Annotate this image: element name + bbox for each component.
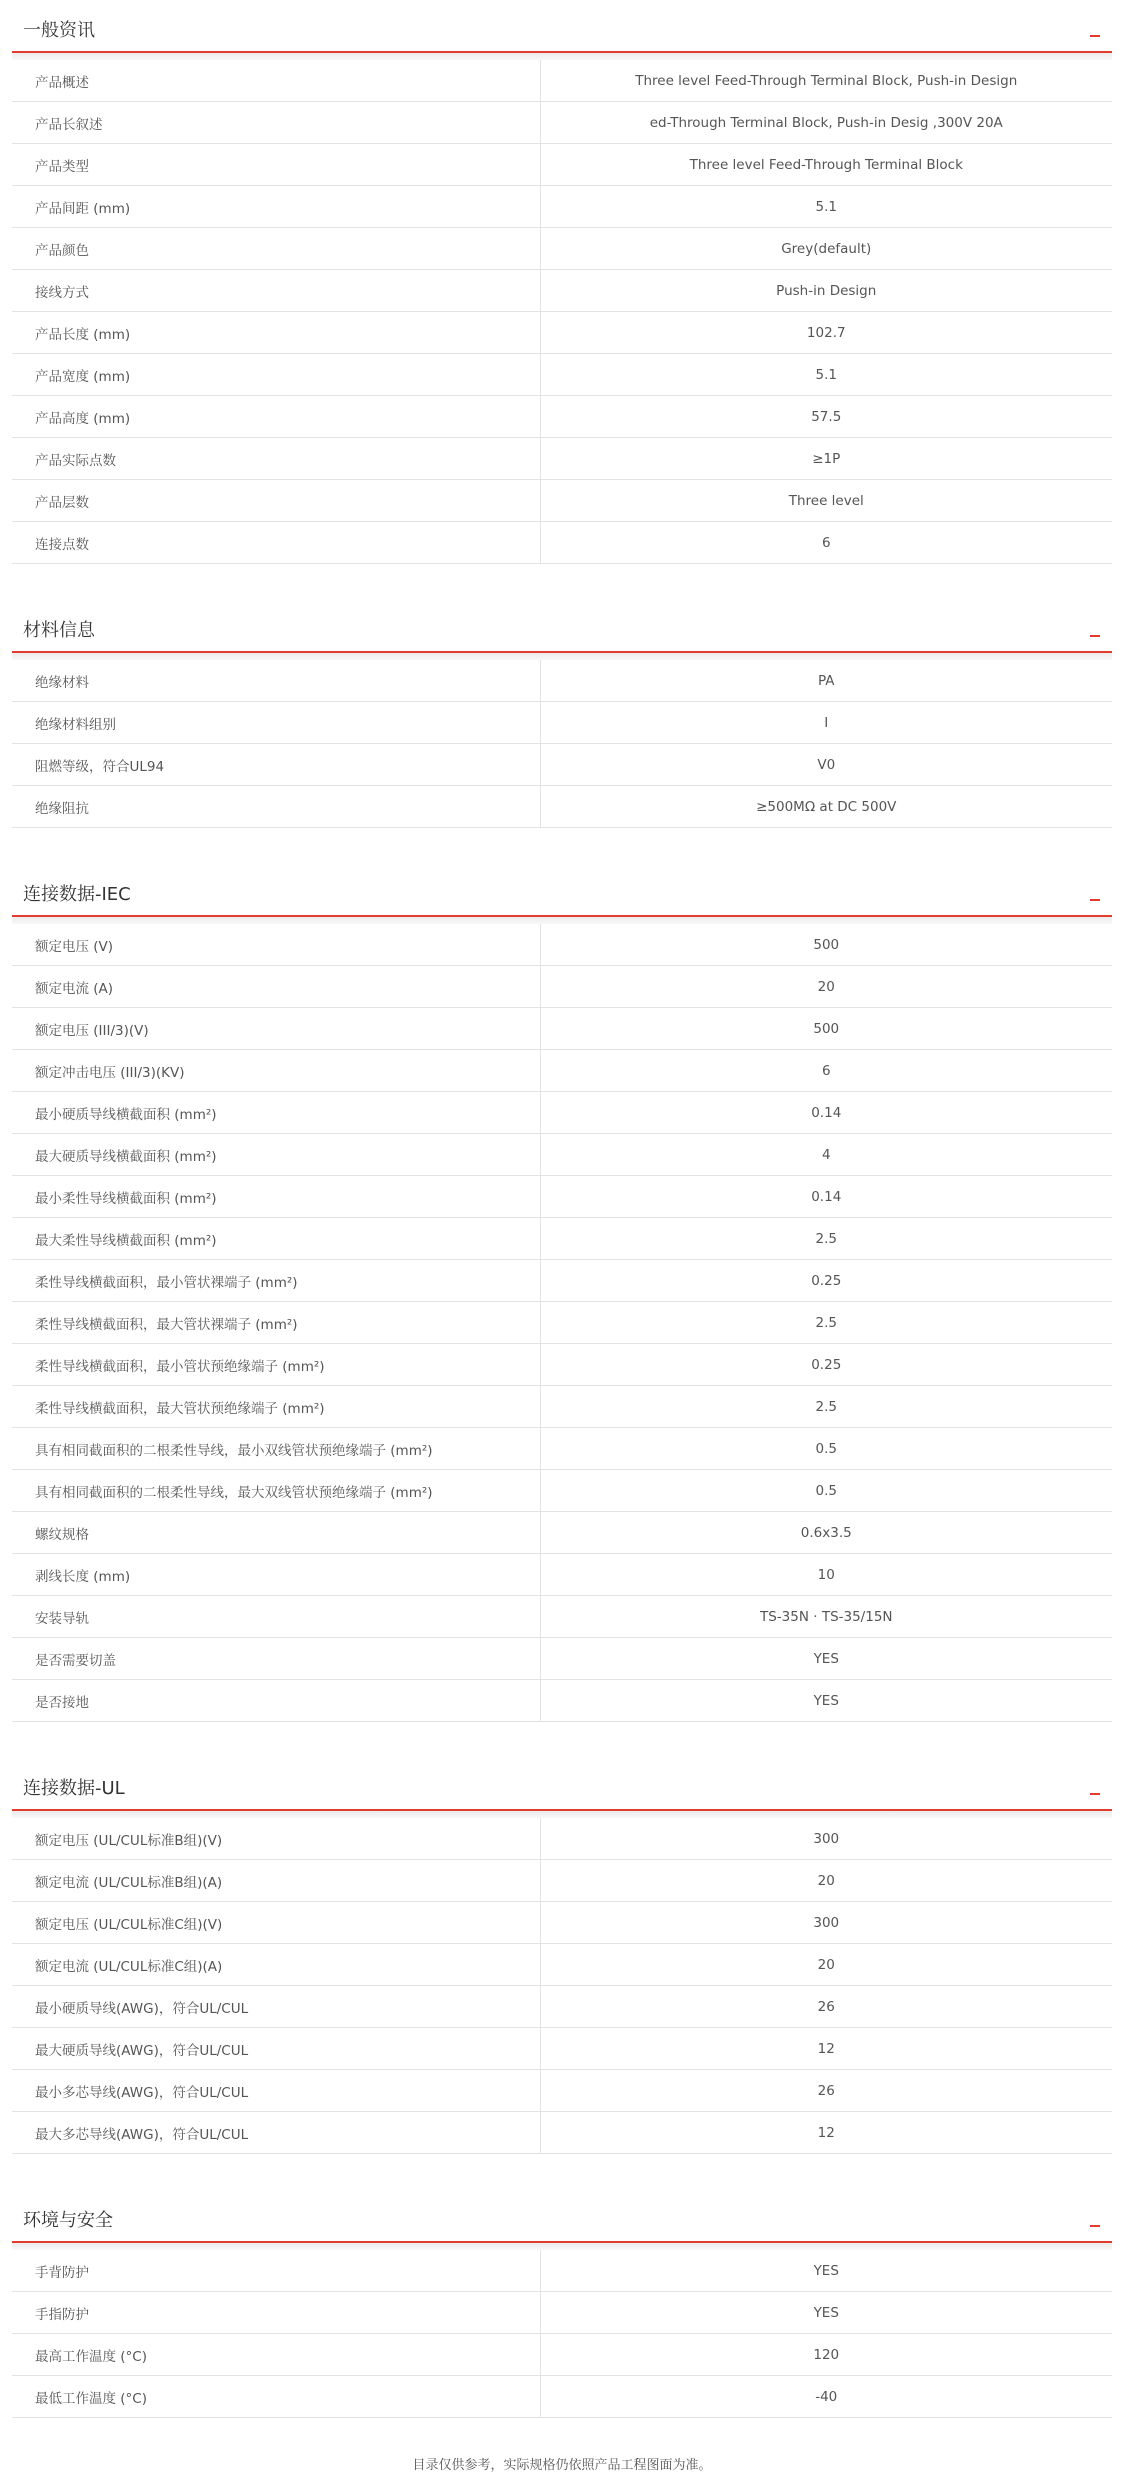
spec-value: I bbox=[540, 702, 1112, 744]
table-row bbox=[12, 2292, 1112, 2334]
spec-label: 阻燃等级，符合UL94 bbox=[12, 744, 540, 786]
table-row bbox=[12, 1386, 1112, 1428]
spec-sections bbox=[12, 0, 1112, 2418]
section-title: 一般资讯 bbox=[23, 20, 95, 41]
spec-value: 12 bbox=[540, 2028, 1112, 2070]
spec-value: 20 bbox=[540, 966, 1112, 1008]
spec-section bbox=[12, 600, 1112, 828]
spec-value: 0.6x3.5 bbox=[540, 1512, 1112, 1554]
table-row bbox=[12, 312, 1112, 354]
table-row bbox=[12, 522, 1112, 564]
spec-label: 是否需要切盖 bbox=[12, 1638, 540, 1680]
spec-label: 柔性导线横截面积，最大管状预绝缘端子 (mm²) bbox=[12, 1386, 540, 1428]
table-row bbox=[12, 1050, 1112, 1092]
spec-value: 300 bbox=[540, 1818, 1112, 1860]
spec-value: V0 bbox=[540, 744, 1112, 786]
spec-label: 最低工作温度 (°C) bbox=[12, 2376, 540, 2418]
spec-value: 120 bbox=[540, 2334, 1112, 2376]
spec-value: 300 bbox=[540, 1902, 1112, 1944]
spec-label: 额定电压 (III/3)(V) bbox=[12, 1008, 540, 1050]
spec-label: 安装导轨 bbox=[12, 1596, 540, 1638]
table-row bbox=[12, 1680, 1112, 1722]
table-row bbox=[12, 1176, 1112, 1218]
spec-table bbox=[12, 60, 1112, 564]
table-row bbox=[12, 2376, 1112, 2418]
footer-note: 目录仅供参考，实际规格仍依照产品工程图面为准。 bbox=[412, 2458, 712, 2473]
spec-value: 20 bbox=[540, 1860, 1112, 1902]
spec-label: 柔性导线横截面积，最小管状裸端子 (mm²) bbox=[12, 1260, 540, 1302]
table-row bbox=[12, 1470, 1112, 1512]
spec-label: 产品实际点数 bbox=[12, 438, 540, 480]
table-row bbox=[12, 744, 1112, 786]
spec-value: 102.7 bbox=[540, 312, 1112, 354]
collapse-minus-icon[interactable] bbox=[1090, 26, 1100, 37]
spec-label: 最小硬质导线(AWG)，符合UL/CUL bbox=[12, 1986, 540, 2028]
table-row bbox=[12, 438, 1112, 480]
table-row bbox=[12, 102, 1112, 144]
spec-label: 产品宽度 (mm) bbox=[12, 354, 540, 396]
table-row bbox=[12, 186, 1112, 228]
collapse-minus-icon[interactable] bbox=[1090, 1784, 1100, 1795]
spec-label: 额定电流 (UL/CUL标准C组)(A) bbox=[12, 1944, 540, 1986]
spec-label: 额定电压 (UL/CUL标准C组)(V) bbox=[12, 1902, 540, 1944]
table-row bbox=[12, 1092, 1112, 1134]
spec-value: 5.1 bbox=[540, 186, 1112, 228]
spec-value: 0.5 bbox=[540, 1428, 1112, 1470]
spec-value: 26 bbox=[540, 2070, 1112, 2112]
table-row bbox=[12, 1944, 1112, 1986]
spec-value: YES bbox=[540, 2250, 1112, 2292]
table-row bbox=[12, 396, 1112, 438]
table-row bbox=[12, 2112, 1112, 2154]
spec-value: 0.14 bbox=[540, 1092, 1112, 1134]
spec-label: 具有相同截面积的二根柔性导线，最大双线管状预绝缘端子 (mm²) bbox=[12, 1470, 540, 1512]
spec-value: 57.5 bbox=[540, 396, 1112, 438]
spec-label: 螺纹规格 bbox=[12, 1512, 540, 1554]
spec-section bbox=[12, 2190, 1112, 2418]
spec-label: 具有相同截面积的二根柔性导线，最小双线管状预绝缘端子 (mm²) bbox=[12, 1428, 540, 1470]
spec-label: 额定电压 (UL/CUL标准B组)(V) bbox=[12, 1818, 540, 1860]
section-header[interactable] bbox=[12, 2190, 1112, 2243]
header-shade bbox=[12, 2243, 1112, 2250]
spec-label: 最大柔性导线横截面积 (mm²) bbox=[12, 1218, 540, 1260]
spec-value: TS-35N · TS-35/15N bbox=[540, 1596, 1112, 1638]
spec-section bbox=[12, 0, 1112, 564]
table-row bbox=[12, 924, 1112, 966]
table-row bbox=[12, 144, 1112, 186]
table-row bbox=[12, 1428, 1112, 1470]
spec-value: -40 bbox=[540, 2376, 1112, 2418]
header-shade bbox=[12, 653, 1112, 660]
spec-table bbox=[12, 660, 1112, 828]
table-row bbox=[12, 1008, 1112, 1050]
spec-label: 手指防护 bbox=[12, 2292, 540, 2334]
spec-value: 6 bbox=[540, 522, 1112, 564]
spec-label: 额定电流 (UL/CUL标准B组)(A) bbox=[12, 1860, 540, 1902]
header-shade bbox=[12, 917, 1112, 924]
collapse-minus-icon[interactable] bbox=[1090, 2216, 1100, 2227]
section-title: 连接数据-UL bbox=[23, 1778, 125, 1799]
header-shade bbox=[12, 1811, 1112, 1818]
spec-value: 0.5 bbox=[540, 1470, 1112, 1512]
table-row bbox=[12, 966, 1112, 1008]
spec-label: 最小多芯导线(AWG)，符合UL/CUL bbox=[12, 2070, 540, 2112]
spec-table bbox=[12, 2250, 1112, 2418]
spec-value: 0.25 bbox=[540, 1260, 1112, 1302]
spec-label: 额定电流 (A) bbox=[12, 966, 540, 1008]
section-header[interactable] bbox=[12, 600, 1112, 653]
spec-value: Push-in Design bbox=[540, 270, 1112, 312]
spec-label: 柔性导线横截面积，最大管状裸端子 (mm²) bbox=[12, 1302, 540, 1344]
spec-label: 产品长度 (mm) bbox=[12, 312, 540, 354]
spec-value: Three level Feed-Through Terminal Block, Push-in Design bbox=[540, 60, 1112, 102]
table-row bbox=[12, 786, 1112, 828]
table-row bbox=[12, 1344, 1112, 1386]
spec-value: YES bbox=[540, 1638, 1112, 1680]
table-row bbox=[12, 1902, 1112, 1944]
spec-label: 连接点数 bbox=[12, 522, 540, 564]
spec-label: 额定电压 (V) bbox=[12, 924, 540, 966]
spec-label: 最高工作温度 (°C) bbox=[12, 2334, 540, 2376]
spec-label: 最大多芯导线(AWG)，符合UL/CUL bbox=[12, 2112, 540, 2154]
spec-label: 绝缘材料 bbox=[12, 660, 540, 702]
spec-value: PA bbox=[540, 660, 1112, 702]
table-row bbox=[12, 1302, 1112, 1344]
section-title: 环境与安全 bbox=[23, 2210, 113, 2231]
spec-label: 手背防护 bbox=[12, 2250, 540, 2292]
table-row bbox=[12, 228, 1112, 270]
spec-value: 6 bbox=[540, 1050, 1112, 1092]
header-shade bbox=[12, 53, 1112, 60]
spec-label: 产品概述 bbox=[12, 60, 540, 102]
table-row bbox=[12, 1218, 1112, 1260]
table-row bbox=[12, 354, 1112, 396]
table-row bbox=[12, 1260, 1112, 1302]
spec-label: 柔性导线横截面积，最小管状预绝缘端子 (mm²) bbox=[12, 1344, 540, 1386]
spec-value: 2.5 bbox=[540, 1302, 1112, 1344]
table-row bbox=[12, 270, 1112, 312]
table-row bbox=[12, 480, 1112, 522]
spec-value: 26 bbox=[540, 1986, 1112, 2028]
table-row bbox=[12, 2028, 1112, 2070]
section-header[interactable] bbox=[12, 1758, 1112, 1811]
section-title: 材料信息 bbox=[23, 620, 95, 641]
spec-label: 产品长叙述 bbox=[12, 102, 540, 144]
table-row bbox=[12, 1818, 1112, 1860]
spec-label: 剥线长度 (mm) bbox=[12, 1554, 540, 1596]
spec-label: 绝缘阻抗 bbox=[12, 786, 540, 828]
table-row bbox=[12, 2334, 1112, 2376]
table-row bbox=[12, 1638, 1112, 1680]
spec-label: 产品颜色 bbox=[12, 228, 540, 270]
spec-value: ed-Through Terminal Block, Push-in Desig ,300V 20A bbox=[540, 102, 1112, 144]
spec-value: Grey(default) bbox=[540, 228, 1112, 270]
spec-label: 绝缘材料组别 bbox=[12, 702, 540, 744]
spec-value: YES bbox=[540, 2292, 1112, 2334]
table-row bbox=[12, 2250, 1112, 2292]
section-title: 连接数据-IEC bbox=[23, 884, 131, 905]
table-row bbox=[12, 1860, 1112, 1902]
spec-value: 500 bbox=[540, 1008, 1112, 1050]
spec-label: 最大硬质导线横截面积 (mm²) bbox=[12, 1134, 540, 1176]
spec-value: 12 bbox=[540, 2112, 1112, 2154]
collapse-minus-icon[interactable] bbox=[1090, 890, 1100, 901]
table-row bbox=[12, 702, 1112, 744]
table-row bbox=[12, 2070, 1112, 2112]
spec-label: 接线方式 bbox=[12, 270, 540, 312]
collapse-minus-icon[interactable] bbox=[1090, 626, 1100, 637]
spec-value: 4 bbox=[540, 1134, 1112, 1176]
spec-section bbox=[12, 864, 1112, 1722]
table-row bbox=[12, 60, 1112, 102]
spec-value: 2.5 bbox=[540, 1386, 1112, 1428]
spec-value: Three level bbox=[540, 480, 1112, 522]
section-header[interactable] bbox=[12, 864, 1112, 917]
spec-label: 最小柔性导线横截面积 (mm²) bbox=[12, 1176, 540, 1218]
spec-value: 5.1 bbox=[540, 354, 1112, 396]
spec-value: ≥1P bbox=[540, 438, 1112, 480]
spec-label: 产品类型 bbox=[12, 144, 540, 186]
spec-value: 0.25 bbox=[540, 1344, 1112, 1386]
spec-label: 最小硬质导线横截面积 (mm²) bbox=[12, 1092, 540, 1134]
spec-section bbox=[12, 1758, 1112, 2154]
spec-label: 产品层数 bbox=[12, 480, 540, 522]
table-row bbox=[12, 660, 1112, 702]
spec-value: 0.14 bbox=[540, 1176, 1112, 1218]
section-header[interactable] bbox=[12, 0, 1112, 53]
table-row bbox=[12, 1986, 1112, 2028]
spec-value: YES bbox=[540, 1680, 1112, 1722]
spec-value: 500 bbox=[540, 924, 1112, 966]
spec-value: 10 bbox=[540, 1554, 1112, 1596]
table-row bbox=[12, 1512, 1112, 1554]
spec-value: ≥500MΩ at DC 500V bbox=[540, 786, 1112, 828]
spec-value: 2.5 bbox=[540, 1218, 1112, 1260]
spec-value: 20 bbox=[540, 1944, 1112, 1986]
spec-table bbox=[12, 924, 1112, 1722]
spec-label: 额定冲击电压 (III/3)(KV) bbox=[12, 1050, 540, 1092]
spec-label: 产品间距 (mm) bbox=[12, 186, 540, 228]
table-row bbox=[12, 1596, 1112, 1638]
spec-table bbox=[12, 1818, 1112, 2154]
table-row bbox=[12, 1134, 1112, 1176]
spec-value: Three level Feed-Through Terminal Block bbox=[540, 144, 1112, 186]
spec-label: 产品高度 (mm) bbox=[12, 396, 540, 438]
spec-label: 是否接地 bbox=[12, 1680, 540, 1722]
table-row bbox=[12, 1554, 1112, 1596]
spec-label: 最大硬质导线(AWG)，符合UL/CUL bbox=[12, 2028, 540, 2070]
